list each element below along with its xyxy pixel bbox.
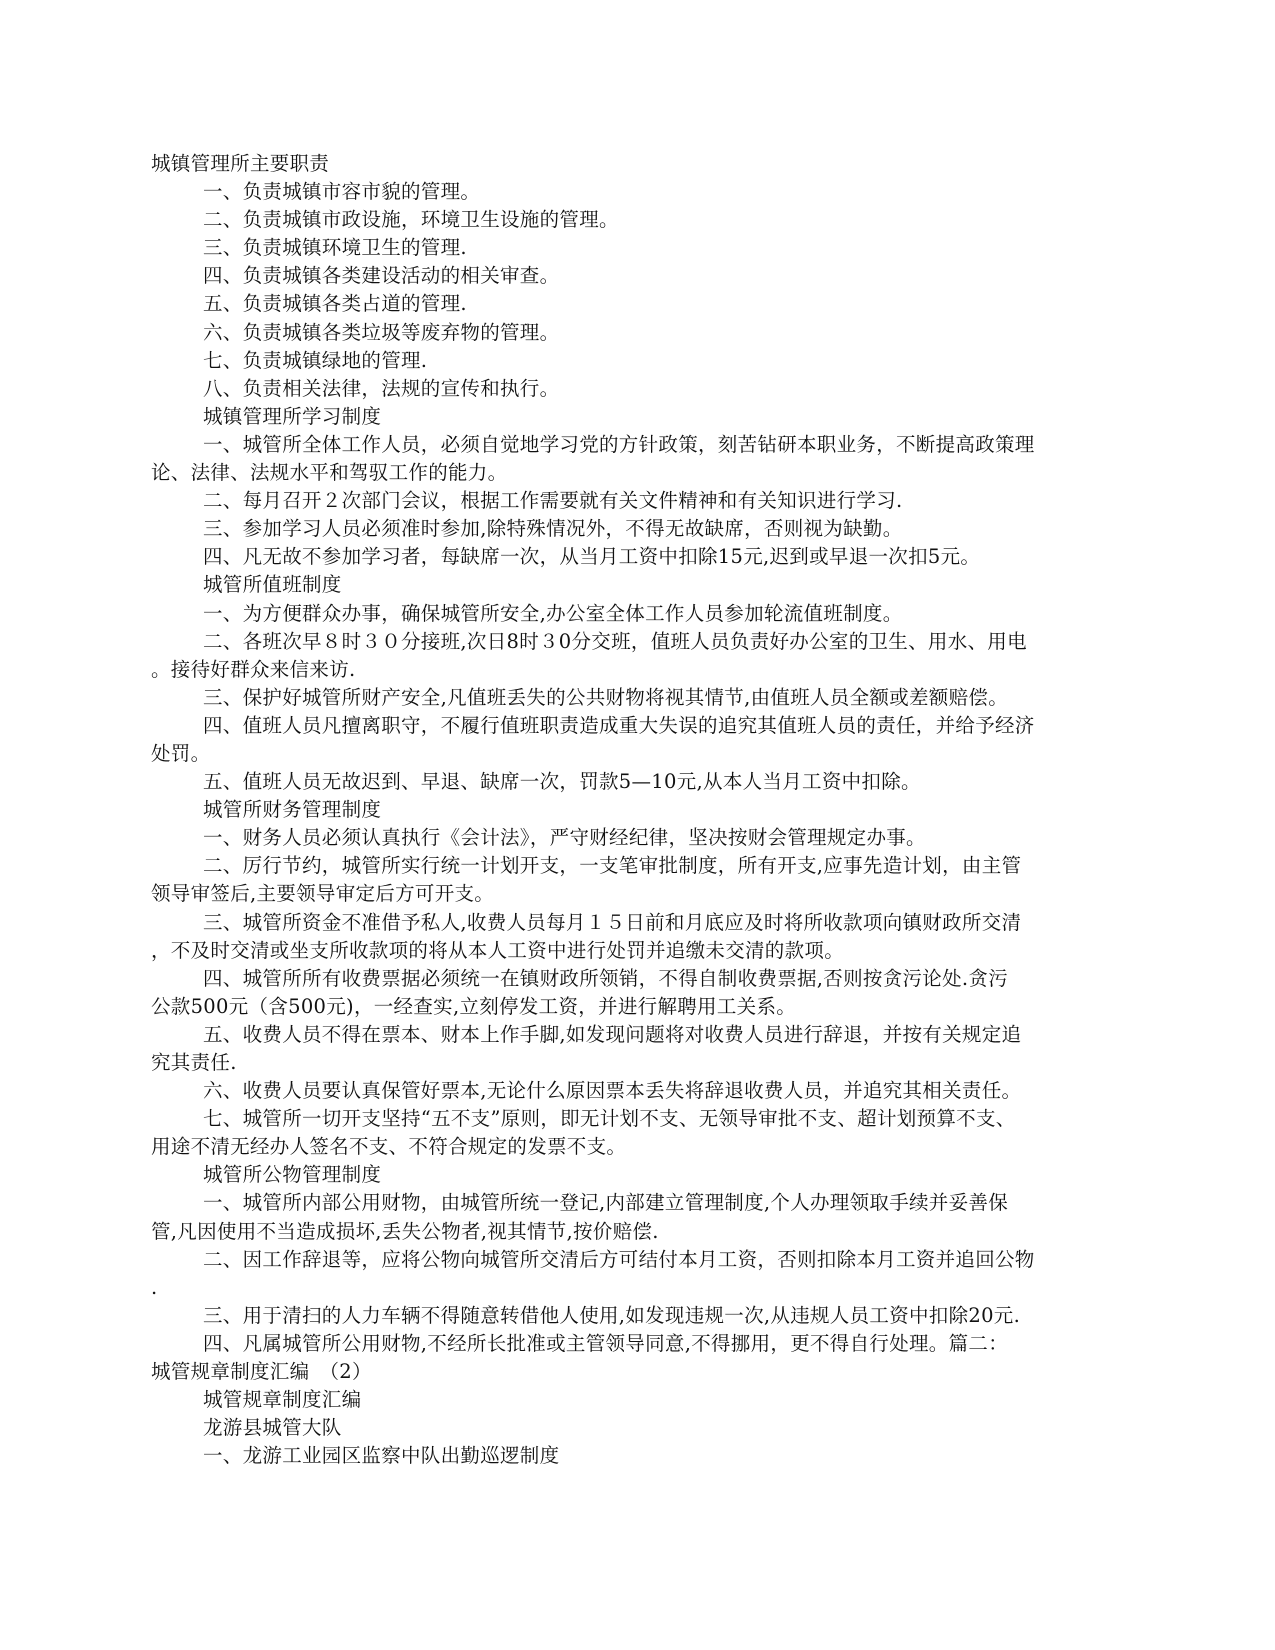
text-line: 一、城管所全体工作人员，必须自觉地学习党的方针政策，刻苦钻研本职业务，不断提高政策理 (203, 432, 1035, 456)
text-line: 七、负责城镇绿地的管理. (203, 348, 428, 372)
text-line: 八、负责相关法律，法规的宣传和执行。 (203, 376, 560, 400)
text-line: 处罚。 (151, 741, 211, 765)
text-line: 三、负责城镇环境卫生的管理. (203, 236, 467, 260)
document-body (151, 150, 1121, 1470)
text-line: 三、参加学习人员必须准时参加,除特殊情况外，不得无故缺席，否则视为缺勤。 (203, 517, 903, 541)
text-line: 三、保护好城管所财产安全,凡值班丢失的公共财物将视其情节,由值班人员全额或差额赔偿。 (203, 685, 1008, 709)
text-line: 二、每月召开２次部门会议，根据工作需要就有关文件精神和有关知识进行学习. (203, 489, 903, 513)
text-line: 二、因工作辞退等，应将公物向城管所交清后方可结付本月工资，否则扣除本月工资并追回公物 (203, 1247, 1035, 1271)
text-line: 五、值班人员无故迟到、早退、缺席一次，罚款5—10元,从本人当月工资中扣除。 (203, 770, 921, 794)
text-line: 二、厉行节约，城管所实行统一计划开支，一支笔审批制度，所有开支,应事先造计划，由主管 (203, 854, 1022, 878)
text-line: ，不及时交清或坐支所收款项的将从本人工资中进行处罚并追缴未交清的款项。 (151, 938, 845, 962)
text-line: 五、负责城镇各类占道的管理. (203, 292, 467, 316)
text-line: 用途不清无经办人签名不支、不符合规定的发票不支。 (151, 1135, 627, 1159)
text-line: 公款500元（含500元)，一经查实,立刻停发工资，并进行解聘用工关系。 (151, 994, 797, 1018)
text-line: 一、龙游工业园区监察中队出勤巡逻制度 (203, 1444, 560, 1468)
text-line: 六、收费人员要认真保管好票本,无论什么原因票本丢失将辞退收费人员，并追究其相关责任。 (203, 1079, 1022, 1103)
text-line: 二、各班次早８时３０分接班,次日8时３0分交班，值班人员负责好办公室的卫生、用水、用电 (203, 629, 1027, 653)
text-line: 六、负责城镇各类垃圾等废弃物的管理。 (203, 320, 560, 344)
text-line: 。接待好群众来信来访. (151, 657, 356, 681)
text-line: 三、城管所资金不准借予私人,收费人员每月１５日前和月底应及时将所收款项向镇财政所交清 (203, 910, 1022, 934)
text-line: 城镇管理所学习制度 (203, 404, 382, 428)
text-line: 二、负责城镇市政设施，环境卫生设施的管理。 (203, 208, 619, 232)
text-line: 四、负责城镇各类建设活动的相关审查。 (203, 264, 560, 288)
text-line: 一、为方便群众办事，确保城管所安全,办公室全体工作人员参加轮流值班制度。 (203, 601, 903, 625)
text-line: 五、收费人员不得在票本、财本上作手脚,如发现问题将对收费人员进行辞退，并按有关规定追 (203, 1022, 1022, 1046)
text-line: 四、值班人员凡擅离职守，不履行值班职责造成重大失误的追究其值班人员的责任，并给予经济 (203, 713, 1035, 737)
text-line: 城管所财务管理制度 (203, 798, 382, 822)
text-line: 论、法律、法规水平和驾驭工作的能力。 (151, 461, 508, 485)
text-line: 城管规章制度汇编 （2） (151, 1360, 372, 1384)
text-line: 七、城管所一切开支坚持“五不支”原则，即无计划不支、无领导审批不支、超计划预算不支、 (203, 1107, 1016, 1131)
text-line: 城镇管理所主要职责 (151, 152, 330, 175)
text-line: 城管所值班制度 (203, 573, 342, 597)
text-line: 领导审签后,主要领导审定后方可开支。 (151, 882, 495, 906)
text-line: 究其责任. (151, 1051, 237, 1074)
text-line: . (151, 1275, 158, 1299)
text-line: 一、负责城镇市容市貌的管理。 (203, 180, 481, 204)
text-line: 四、城管所所有收费票据必须统一在镇财政所领销，不得自制收费票据,否则按贪污论处.贪污 (203, 966, 1008, 990)
text-line: 管,凡因使用不当造成损坏,丢失公物者,视其情节,按价赔偿. (151, 1219, 659, 1243)
text-line: 四、凡无故不参加学习者，每缺席一次，从当月工资中扣除15元,迟到或早退一次扣5元。 (203, 545, 981, 569)
text-line: 龙游县城管大队 (203, 1416, 342, 1440)
text-line: 四、凡属城管所公用财物,不经所长批准或主管领导同意,不得挪用，更不得自行处理。篇二： (203, 1331, 1008, 1355)
text-line: 一、城管所内部公用财物，由城管所统一登记,内部建立管理制度,个人办理领取手续并妥善保 (203, 1191, 1008, 1215)
text-line: 城管规章制度汇编 (203, 1388, 362, 1412)
text-line: 城管所公物管理制度 (203, 1163, 382, 1187)
text-line: 三、用于清扫的人力车辆不得随意转借他人使用,如发现违规一次,从违规人员工资中扣除20元. (203, 1303, 1021, 1327)
text-line: 一、财务人员必须认真执行《会计法》，严守财经纪律，坚决按财会管理规定办事。 (203, 826, 926, 850)
